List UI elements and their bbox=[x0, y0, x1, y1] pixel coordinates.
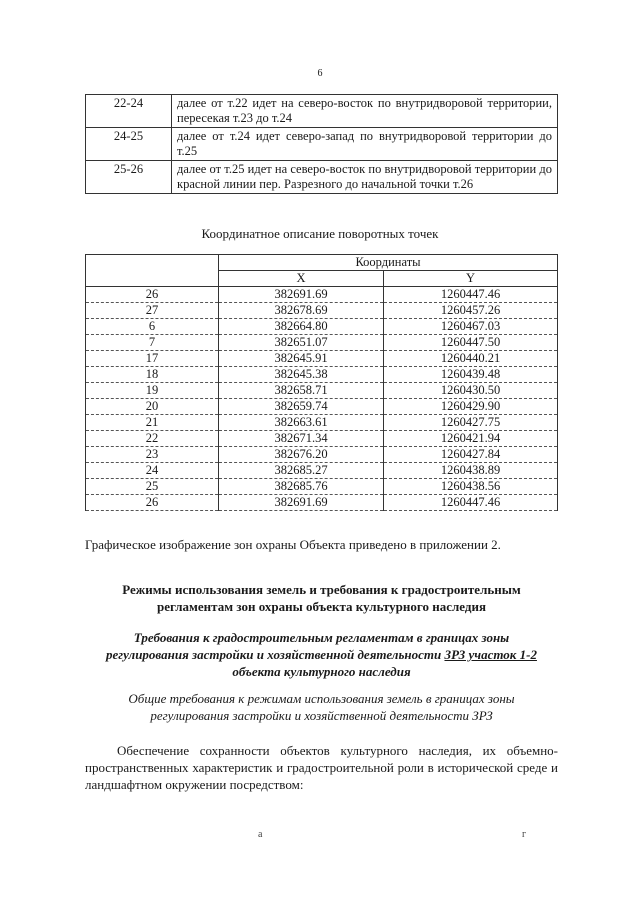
y-coordinate-cell: 1260427.84 bbox=[384, 447, 558, 463]
y-coordinate-cell: 1260421.94 bbox=[384, 431, 558, 447]
general-heading-line: регулирования застройки и хозяйственной деятельности ЗРЗ bbox=[150, 708, 493, 723]
y-coordinate-cell: 1260438.56 bbox=[384, 479, 558, 495]
table-row bbox=[86, 319, 558, 335]
table-row bbox=[86, 367, 558, 383]
table-row bbox=[86, 335, 558, 351]
y-coordinate-cell: 1260467.03 bbox=[384, 319, 558, 335]
coordinates-group-header: Координаты bbox=[219, 255, 558, 271]
page-number: 6 bbox=[317, 68, 323, 79]
table-row bbox=[86, 303, 558, 319]
point-cell: 22 bbox=[86, 431, 219, 447]
table-row bbox=[86, 415, 558, 431]
table-row bbox=[86, 161, 558, 194]
point-cell: 27 bbox=[86, 303, 219, 319]
coordinates-table bbox=[85, 254, 558, 511]
subheading-text: регулирования застройки и хозяйственной деятельности bbox=[106, 647, 445, 662]
x-coordinate-cell: 382685.76 bbox=[219, 479, 384, 495]
stray-mark: а bbox=[258, 829, 263, 840]
table-row bbox=[86, 95, 558, 128]
x-coordinate-cell: 382691.69 bbox=[219, 287, 384, 303]
x-coordinate-cell: 382676.20 bbox=[219, 447, 384, 463]
point-cell: 24 bbox=[86, 463, 219, 479]
y-coordinate-cell: 1260439.48 bbox=[384, 367, 558, 383]
x-coordinate-cell: 382691.69 bbox=[219, 495, 384, 511]
point-cell: 26 bbox=[86, 287, 219, 303]
y-coordinate-cell: 1260427.75 bbox=[384, 415, 558, 431]
x-coordinate-cell: 382645.91 bbox=[219, 351, 384, 367]
y-coordinate-cell: 1260447.46 bbox=[384, 495, 558, 511]
y-coordinate-cell: 1260429.90 bbox=[384, 399, 558, 415]
body-paragraph: Обеспечение сохранности объектов культурного наследия, их объемно-пространственных характеристик и градостроительной роли в исторической среде и ландшафтном окружении посредством: bbox=[85, 743, 558, 792]
subheading-line bbox=[85, 646, 558, 663]
y-coordinate-cell: 1260438.89 bbox=[384, 463, 558, 479]
x-coordinate-cell: 382663.61 bbox=[219, 415, 384, 431]
y-coordinate-cell: 1260447.46 bbox=[384, 287, 558, 303]
point-cell: 17 bbox=[86, 351, 219, 367]
point-cell: 7 bbox=[86, 335, 219, 351]
x-coordinate-cell: 382645.38 bbox=[219, 367, 384, 383]
graphic-note: Графическое изображение зон охраны Объекта приведено в приложении 2. bbox=[85, 537, 501, 552]
y-column-header: Y bbox=[384, 271, 558, 287]
general-requirements-heading bbox=[85, 690, 558, 724]
point-column-header bbox=[86, 255, 219, 287]
subheading-line: Требования к градостроительным регламентам в границах зоны bbox=[133, 630, 510, 645]
x-coordinate-cell: 382685.27 bbox=[219, 463, 384, 479]
x-coordinate-cell: 382664.80 bbox=[219, 319, 384, 335]
table-row bbox=[86, 495, 558, 511]
x-coordinate-cell: 382659.74 bbox=[219, 399, 384, 415]
table-row bbox=[86, 431, 558, 447]
point-cell: 26 bbox=[86, 495, 219, 511]
y-coordinate-cell: 1260440.21 bbox=[384, 351, 558, 367]
segment-cell: 24-25 bbox=[86, 128, 172, 161]
segment-cell: 25-26 bbox=[86, 161, 172, 194]
subheading-line: объекта культурного наследия bbox=[232, 664, 411, 679]
segment-description: далее от т.22 идет на северо-восток по внутридворовой территории, пересекая т.23 до т.24 bbox=[172, 95, 558, 128]
y-coordinate-cell: 1260430.50 bbox=[384, 383, 558, 399]
stray-mark: г bbox=[522, 829, 527, 840]
point-cell: 25 bbox=[86, 479, 219, 495]
table-header-row bbox=[86, 255, 558, 271]
table-row bbox=[86, 479, 558, 495]
general-heading-line: Общие требования к режимам использования земель в границах зоны bbox=[128, 691, 515, 706]
x-column-header: X bbox=[219, 271, 384, 287]
table-row bbox=[86, 399, 558, 415]
table-row bbox=[86, 463, 558, 479]
point-cell: 20 bbox=[86, 399, 219, 415]
zone-label: ЗРЗ участок 1-2 bbox=[444, 647, 537, 662]
segment-description: далее от т.24 идет северо-запад по внутридворовой территории до т.25 bbox=[172, 128, 558, 161]
point-cell: 6 bbox=[86, 319, 219, 335]
table-row bbox=[86, 383, 558, 399]
table-row bbox=[86, 128, 558, 161]
y-coordinate-cell: 1260457.26 bbox=[384, 303, 558, 319]
section-heading-line: Режимы использования земель и требования к градостроительным bbox=[122, 582, 521, 597]
segment-description: далее от т.25 идет на северо-восток по внутридворовой территории до красной линии пер. Разрезного до начальной точки т.26 bbox=[172, 161, 558, 194]
subheading bbox=[85, 629, 558, 680]
table-row bbox=[86, 447, 558, 463]
point-cell: 23 bbox=[86, 447, 219, 463]
point-cell: 19 bbox=[86, 383, 219, 399]
x-coordinate-cell: 382671.34 bbox=[219, 431, 384, 447]
coordinates-caption: Координатное описание поворотных точек bbox=[201, 226, 439, 241]
point-cell: 21 bbox=[86, 415, 219, 431]
table-row bbox=[86, 287, 558, 303]
x-coordinate-cell: 382651.07 bbox=[219, 335, 384, 351]
section-heading bbox=[85, 581, 558, 615]
table-row bbox=[86, 351, 558, 367]
point-cell: 18 bbox=[86, 367, 219, 383]
route-description-table bbox=[85, 94, 558, 194]
x-coordinate-cell: 382678.69 bbox=[219, 303, 384, 319]
coordinates-table-body bbox=[86, 287, 558, 511]
segment-cell: 22-24 bbox=[86, 95, 172, 128]
y-coordinate-cell: 1260447.50 bbox=[384, 335, 558, 351]
section-heading-line: регламентам зон охраны объекта культурного наследия bbox=[157, 599, 486, 614]
x-coordinate-cell: 382658.71 bbox=[219, 383, 384, 399]
